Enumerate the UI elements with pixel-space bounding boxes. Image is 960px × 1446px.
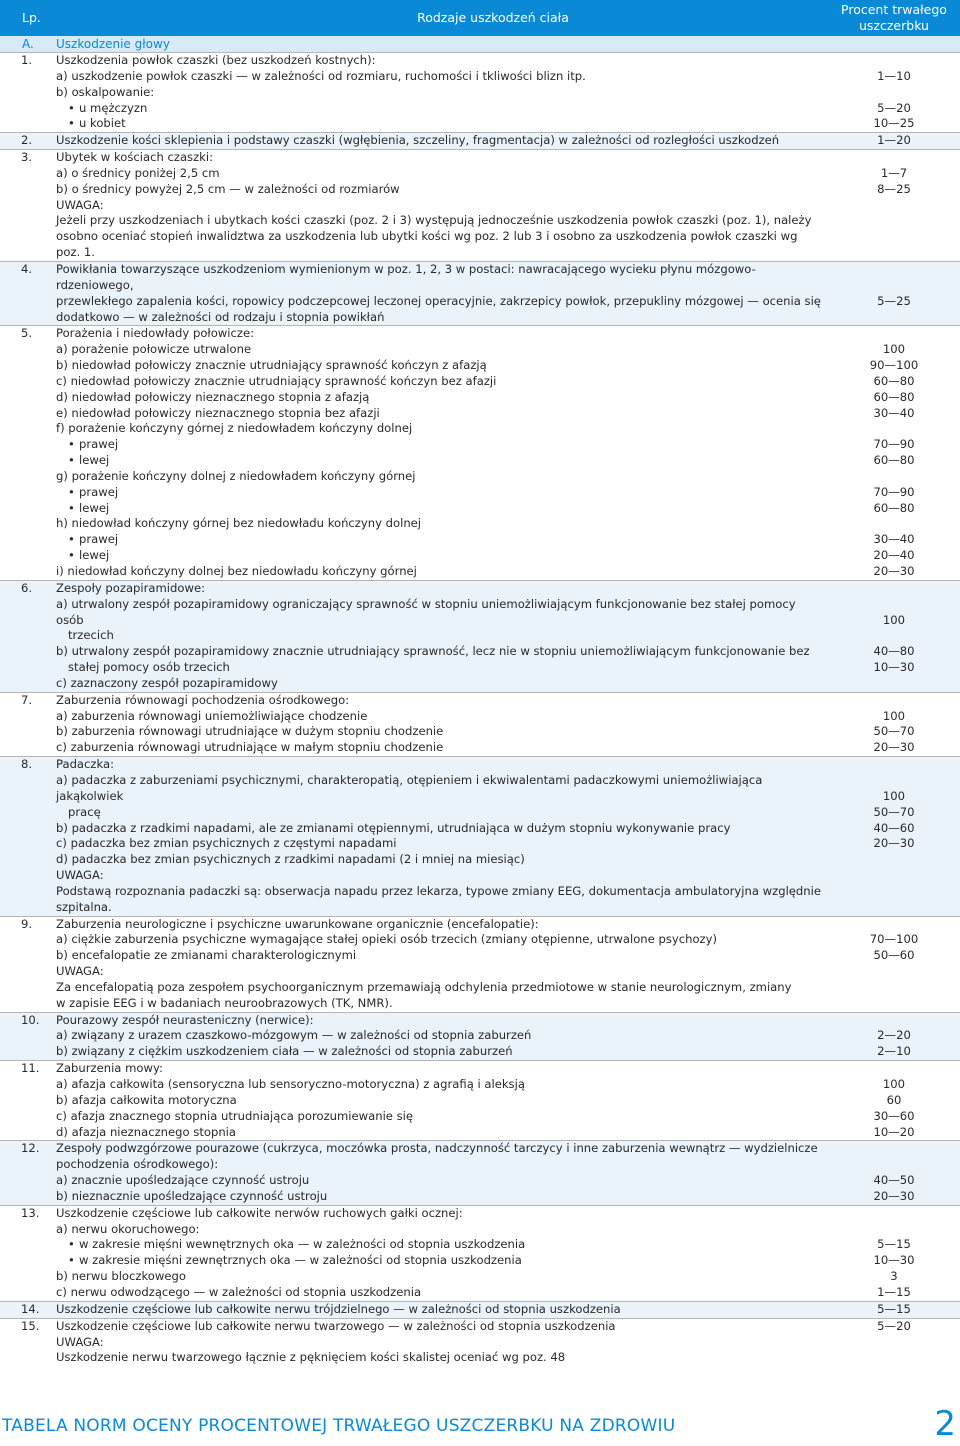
row-percentage xyxy=(828,580,960,692)
row-percentage xyxy=(828,1012,960,1061)
row-description xyxy=(52,150,828,262)
description-line: Za encefalopatią poza zespołem psychoorganicznym przemawiają odchylenia przedmiotowe w stanie neurologicznym, zmiany xyxy=(56,979,792,994)
percentage-value xyxy=(832,693,956,709)
bullet-line: • w zakresie mięśni wewnętrznych oka — w zależności od stopnia uszkodzenia xyxy=(56,1237,824,1253)
row-description xyxy=(52,1141,828,1205)
description-line: b) o średnicy powyżej 2,5 cm — w zależności od rozmiarów xyxy=(56,181,400,196)
description-line: w zapisie EEG i w badaniach neuroobrazowych (TK, NMR). xyxy=(56,995,393,1010)
section-row xyxy=(0,36,960,53)
row-number: 14. xyxy=(0,1301,52,1318)
percentage-value: 50—70 xyxy=(873,724,915,739)
table-row xyxy=(0,692,960,756)
row-description xyxy=(52,326,828,581)
percentage-value: 20—30 xyxy=(873,836,915,851)
description-line: b) encefalopatie ze zmianami charakterologicznymi xyxy=(56,948,357,963)
row-description xyxy=(52,261,828,325)
description-line: h) niedowład kończyny górnej bez niedowładu kończyny dolnej xyxy=(56,516,422,531)
description-line: Ubytek w kościach czaszki: xyxy=(56,150,214,165)
description-line: szpitalna. xyxy=(56,899,112,914)
percentage-value: 5—20 xyxy=(877,1318,911,1333)
table-row xyxy=(0,1318,960,1366)
percentage-value: 40—60 xyxy=(873,820,915,835)
percentage-value xyxy=(832,516,956,532)
description-line: c) afazja znacznego stopnia utrudniająca porozumiewanie się xyxy=(56,1108,414,1123)
row-percentage xyxy=(828,757,960,916)
description-line: e) niedowład połowiczy nieznacznego stopnia bez afazji xyxy=(56,405,380,420)
percentage-value: 60—80 xyxy=(873,373,915,388)
row-number: 2. xyxy=(0,133,52,150)
percentage-value: 20—30 xyxy=(873,564,915,578)
description-line: b) zaburzenia równowagi utrudniające w dużym stopniu chodzenie xyxy=(56,724,444,739)
percentage-value: 1—7 xyxy=(880,165,908,180)
description-line: c) padaczka bez zmian psychicznych z częstymi napadami xyxy=(56,836,397,851)
percentage-value xyxy=(832,421,956,437)
description-line: pracę xyxy=(68,804,101,819)
description-line: Uszkodzenie częściowe lub całkowite nerwu twarzowego — w zależności od stopnia uszkodzenia xyxy=(56,1318,616,1333)
percentage-value xyxy=(832,1157,956,1173)
row-percentage xyxy=(828,326,960,581)
description-line: Padaczka: xyxy=(56,757,115,772)
percentage-value: 5—15 xyxy=(877,1301,911,1316)
percentage-value xyxy=(832,868,956,884)
percentage-value: 5—25 xyxy=(877,293,911,308)
row-percentage xyxy=(828,1141,960,1205)
percentage-value: 100 xyxy=(882,612,906,627)
percentage-value: 100 xyxy=(882,788,906,803)
percentage-value: 10—30 xyxy=(873,1253,915,1268)
row-number: 4. xyxy=(0,261,52,325)
percentage-value xyxy=(832,229,956,245)
bullet-line: • prawej xyxy=(56,485,824,501)
description-line: b) oskalpowanie: xyxy=(56,84,155,99)
table-row xyxy=(0,133,960,150)
description-line: Powikłania towarzyszące uszkodzeniom wymienionym w poz. 1, 2, 3 w postaci: nawracającego wycieku płynu mózgowo-rdzeniowego, xyxy=(56,261,756,292)
description-line: a) padaczka z zaburzeniami psychicznymi, charakteropatią, otępieniem i ekwiwalentami padaczkowymi uniemożliwiająca jakąkolwiek xyxy=(56,772,763,803)
percentage-value xyxy=(832,996,956,1012)
table-row xyxy=(0,757,960,916)
row-description xyxy=(52,133,828,150)
table-row xyxy=(0,261,960,325)
percentage-value xyxy=(832,1141,956,1157)
row-percentage xyxy=(828,692,960,756)
row-number: 13. xyxy=(0,1205,52,1301)
percentage-value: 60—80 xyxy=(873,389,915,404)
percentage-value: 100 xyxy=(882,342,906,357)
percentage-value: 10—25 xyxy=(873,116,915,131)
description-line: Zaburzenia równowagi pochodzenia ośrodkowego: xyxy=(56,692,350,707)
description-line: przewlekłego zapalenia kości, ropowicy podczepcowej leczonej operacyjnie, zakrzepicy powłok, przepukliny mózgowej — ocenia się xyxy=(56,293,821,308)
description-line: UWAGA: xyxy=(56,868,104,883)
row-description xyxy=(52,1205,828,1301)
description-line: a) nerwu okoruchowego: xyxy=(56,1221,200,1236)
percentage-value xyxy=(832,326,956,342)
percentage-value xyxy=(832,1013,956,1029)
description-line: c) zaznaczony zespół pozapiramidowy xyxy=(56,675,278,690)
description-line: b) utrwalony zespół pozapiramidowy znacznie utrudniający sprawność, lecz nie w stopniu uniemożliwiającym funkcjonowanie bez xyxy=(56,644,810,659)
header-lp: Lp. xyxy=(0,0,52,36)
percentage-value xyxy=(832,917,956,933)
header-percentage: Procent trwałego uszczerbku xyxy=(828,0,960,36)
bullet-line: • prawej xyxy=(56,532,824,548)
row-number: 11. xyxy=(0,1061,52,1141)
description-line: c) nerwu odwodzącego — w zależności od stopnia uszkodzenia xyxy=(56,1284,422,1299)
percentage-value: 1—15 xyxy=(877,1284,911,1299)
percentage-value: 60—80 xyxy=(873,500,915,515)
description-line: Zespoły podwzgórzowe pourazowe (cukrzyca, moczówka prosta, nadczynność tarczycy i inne zaburzenia wewnątrz — wydzielnicze xyxy=(56,1141,818,1156)
percentage-value: 70—90 xyxy=(873,437,915,452)
percentage-value: 2—20 xyxy=(877,1028,911,1043)
row-description xyxy=(52,757,828,916)
percentage-value xyxy=(832,1350,956,1366)
percentage-value: 20—40 xyxy=(873,548,915,563)
description-line: Jeżeli przy uszkodzeniach i ubytkach kości czaszki (poz. 2 i 3) występują jednocześnie uszkodzenia powłok czaszki (poz. 1), należy xyxy=(56,213,812,228)
description-line: b) padaczka z rzadkimi napadami, ale ze zmianami otępiennymi, utrudniająca w dużym stopniu wykonywanie pracy xyxy=(56,820,731,835)
row-description xyxy=(52,692,828,756)
header-description: Rodzaje uszkodzeń ciała xyxy=(52,0,828,36)
row-number: 8. xyxy=(0,757,52,916)
description-line: b) niedowład połowiczy znacznie utrudniający sprawność kończyn z afazją xyxy=(56,358,487,373)
percentage-value: 50—70 xyxy=(873,804,915,819)
percentage-value xyxy=(832,597,956,613)
percentage-value: 30—60 xyxy=(873,1108,915,1123)
percentage-value xyxy=(832,85,956,101)
description-line: Porażenia i niedowłady połowicze: xyxy=(56,326,255,341)
percentage-value: 50—60 xyxy=(873,948,915,963)
description-line: pochodzenia ośrodkowego): xyxy=(56,1157,219,1172)
percentage-value: 90—100 xyxy=(869,358,919,373)
row-description xyxy=(52,916,828,1012)
row-number: 12. xyxy=(0,1141,52,1205)
percentage-value xyxy=(832,964,956,980)
row-number: 1. xyxy=(0,53,52,133)
section-letter: A. xyxy=(0,36,52,53)
percentage-value: 5—15 xyxy=(877,1237,911,1252)
description-line: Uszkodzenie częściowe lub całkowite nerwu trójdzielnego — w zależności od stopnia uszkodzenia xyxy=(56,1301,621,1316)
percentage-value: 3 xyxy=(890,1269,898,1284)
percentage-value: 10—30 xyxy=(873,660,915,675)
description-line: dodatkowo — w zależności od rodzaju i stopnia powikłań xyxy=(56,309,385,324)
description-line: d) afazja nieznacznego stopnia xyxy=(56,1124,236,1139)
percentage-value: 40—50 xyxy=(873,1173,915,1188)
description-line: Uszkodzenie nerwu twarzowego łącznie z pęknięciem kości skalistej oceniać wg poz. 48 xyxy=(56,1350,566,1365)
percentage-value xyxy=(832,1222,956,1238)
page-number: 2 xyxy=(934,1404,956,1444)
description-line: b) nieznacznie upośledzające czynność ustroju xyxy=(56,1188,328,1203)
percentage-value xyxy=(832,773,956,789)
percentage-value: 20—30 xyxy=(873,740,915,755)
table-row xyxy=(0,1061,960,1141)
percentage-value xyxy=(832,884,956,900)
bullet-line: • prawej xyxy=(56,437,824,453)
row-description xyxy=(52,1301,828,1318)
percentage-value xyxy=(832,198,956,214)
row-number: 5. xyxy=(0,326,52,581)
bullet-line: • lewej xyxy=(56,501,824,517)
percentage-value xyxy=(832,53,956,69)
percentage-value xyxy=(832,150,956,166)
row-percentage xyxy=(828,261,960,325)
description-line: d) niedowład połowiczy nieznacznego stopnia z afazją xyxy=(56,389,370,404)
bullet-line: • u mężczyzn xyxy=(56,101,824,117)
percentage-value xyxy=(832,1335,956,1351)
percentage-value: 100 xyxy=(882,1077,906,1091)
percentage-value: 60—80 xyxy=(873,453,915,468)
description-line: stałej pomocy osób trzecich xyxy=(68,660,230,675)
table-row xyxy=(0,916,960,1012)
row-number: 15. xyxy=(0,1318,52,1366)
description-line: Zespoły pozapiramidowe: xyxy=(56,580,205,595)
percentage-value: 20—30 xyxy=(873,1188,915,1203)
percentage-value: 2—10 xyxy=(877,1044,911,1059)
percentage-value xyxy=(832,980,956,996)
description-line: g) porażenie kończyny dolnej z niedowładem kończyny górnej xyxy=(56,468,416,483)
description-line: b) związany z ciężkim uszkodzeniem ciała — w zależności od stopnia zaburzeń xyxy=(56,1044,513,1059)
percentage-value: 60 xyxy=(886,1092,902,1107)
row-number: 10. xyxy=(0,1012,52,1061)
description-line: Uszkodzenie kości sklepienia i podstawy czaszki (wgłębienia, szczeliny, fragmentacja) w zależności od rozległości uszkodzeń xyxy=(56,133,780,148)
percentage-value xyxy=(832,581,956,597)
percentage-value: 100 xyxy=(882,708,906,723)
row-percentage xyxy=(828,1318,960,1366)
description-line: a) związany z urazem czaszkowo-mózgowym — w zależności od stopnia zaburzeń xyxy=(56,1028,532,1043)
description-line: i) niedowład kończyny dolnej bez niedowładu kończyny górnej xyxy=(56,564,417,578)
percentage-value xyxy=(832,278,956,294)
percentage-value: 10—20 xyxy=(873,1124,915,1139)
percentage-value: 40—80 xyxy=(873,644,915,659)
row-description xyxy=(52,1012,828,1061)
description-line: a) porażenie połowicze utrwalone xyxy=(56,342,252,357)
percentage-value: 70—90 xyxy=(873,484,915,499)
row-percentage xyxy=(828,916,960,1012)
section-empty-cell xyxy=(828,36,960,53)
table-row xyxy=(0,53,960,133)
description-line: UWAGA: xyxy=(56,1334,104,1349)
percentage-value: 8—25 xyxy=(877,181,911,196)
percentage-value: 5—20 xyxy=(877,100,911,115)
description-line: UWAGA: xyxy=(56,197,104,212)
description-line: f) porażenie kończyny górnej z niedowładem kończyny dolnej xyxy=(56,421,413,436)
section-title: Uszkodzenie głowy xyxy=(52,36,828,53)
description-line: a) afazja całkowita (sensoryczna lub sensoryczno-motoryczna) z agrafią i aleksją xyxy=(56,1077,525,1091)
percentage-value xyxy=(832,1061,956,1077)
row-description xyxy=(52,580,828,692)
table-row xyxy=(0,326,960,581)
description-line: Zaburzenia mowy: xyxy=(56,1061,163,1076)
table-row xyxy=(0,580,960,692)
row-percentage xyxy=(828,150,960,262)
description-line: c) zaburzenia równowagi utrudniające w małym stopniu chodzenie xyxy=(56,740,444,755)
table-row xyxy=(0,1012,960,1061)
description-line: a) zaburzenia równowagi uniemożliwiające chodzenie xyxy=(56,708,368,723)
percentage-value xyxy=(832,469,956,485)
description-line: a) o średnicy poniżej 2,5 cm xyxy=(56,165,220,180)
row-percentage xyxy=(828,1061,960,1141)
percentage-value xyxy=(832,262,956,278)
description-line: b) nerwu bloczkowego xyxy=(56,1269,186,1284)
percentage-value xyxy=(832,852,956,868)
table-row xyxy=(0,1205,960,1301)
description-line: UWAGA: xyxy=(56,964,104,979)
description-line: Uszkodzenia powłok czaszki (bez uszkodzeń kostnych): xyxy=(56,53,376,67)
description-line: Uszkodzenie częściowe lub całkowite nerwów ruchowych gałki ocznej: xyxy=(56,1205,463,1220)
table-header-row xyxy=(0,0,960,36)
table-row xyxy=(0,150,960,262)
percentage-value: 30—40 xyxy=(873,405,915,420)
row-number: 6. xyxy=(0,580,52,692)
row-percentage xyxy=(828,1301,960,1318)
percentage-value xyxy=(832,757,956,773)
percentage-value: 1—10 xyxy=(877,68,911,83)
description-line: a) ciężkie zaburzenia psychiczne wymagające stałej opieki osób trzecich (zmiany otępienne, utrwalone psychozy) xyxy=(56,932,718,947)
table-row xyxy=(0,1301,960,1318)
description-line: a) uszkodzenie powłok czaszki — w zależności od rozmiaru, ruchomości i tkliwości blizn itp. xyxy=(56,68,586,83)
percentage-value xyxy=(832,628,956,644)
percentage-value: 70—100 xyxy=(869,932,919,947)
row-percentage xyxy=(828,133,960,150)
row-percentage xyxy=(828,53,960,133)
description-line: Pourazowy zespół neurasteniczny (nerwice): xyxy=(56,1012,314,1027)
description-line: a) znacznie upośledzające czynność ustroju xyxy=(56,1173,310,1188)
bullet-line: • lewej xyxy=(56,453,824,469)
description-line: osobno oceniać stopień inwalidztwa za uszkodzenia lub ubytki kości wg poz. 2 lub 3 i osobno za uszkodzenia powłok czaszki wg poz. 1. xyxy=(56,229,798,260)
description-line: a) utrwalony zespół pozapiramidowy ograniczający sprawność w stopniu uniemożliwiającym funkcjonowanie bez stałej pomocy osób xyxy=(56,596,796,627)
row-number: 9. xyxy=(0,916,52,1012)
bullet-line: • w zakresie mięśni zewnętrznych oka — w zależności od stopnia uszkodzenia xyxy=(56,1253,824,1269)
description-line: Podstawą rozpoznania padaczki są: obserwacja napadu przez lekarza, typowe zmiany EEG, dokumentacja ambulatoryjna względnie xyxy=(56,883,821,898)
description-line: d) padaczka bez zmian psychicznych z rzadkimi napadami (2 i mniej na miesiąc) xyxy=(56,852,525,867)
bullet-line: • u kobiet xyxy=(56,116,824,132)
row-number: 3. xyxy=(0,150,52,262)
row-description xyxy=(52,1061,828,1141)
footer-title: TABELA NORM OCENY PROCENTOWEJ TRWAŁEGO USZCZERBKU NA ZDROWIU xyxy=(2,1416,676,1436)
percentage-value: 30—40 xyxy=(873,532,915,547)
description-line: Zaburzenia neurologiczne i psychiczne uwarunkowane organicznie (encefalopatie): xyxy=(56,916,539,931)
row-description xyxy=(52,1318,828,1366)
description-line: c) niedowład połowiczy znacznie utrudniający sprawność kończyn bez afazji xyxy=(56,373,497,388)
percentage-value: 1—20 xyxy=(877,133,911,148)
table-row xyxy=(0,1141,960,1205)
description-line: trzecich xyxy=(68,628,114,643)
row-percentage xyxy=(828,1205,960,1301)
description-line: b) afazja całkowita motoryczna xyxy=(56,1092,237,1107)
percentage-value xyxy=(832,1206,956,1222)
row-number: 7. xyxy=(0,692,52,756)
row-description xyxy=(52,53,828,133)
percentage-value xyxy=(832,213,956,229)
bullet-line: • lewej xyxy=(56,548,824,564)
